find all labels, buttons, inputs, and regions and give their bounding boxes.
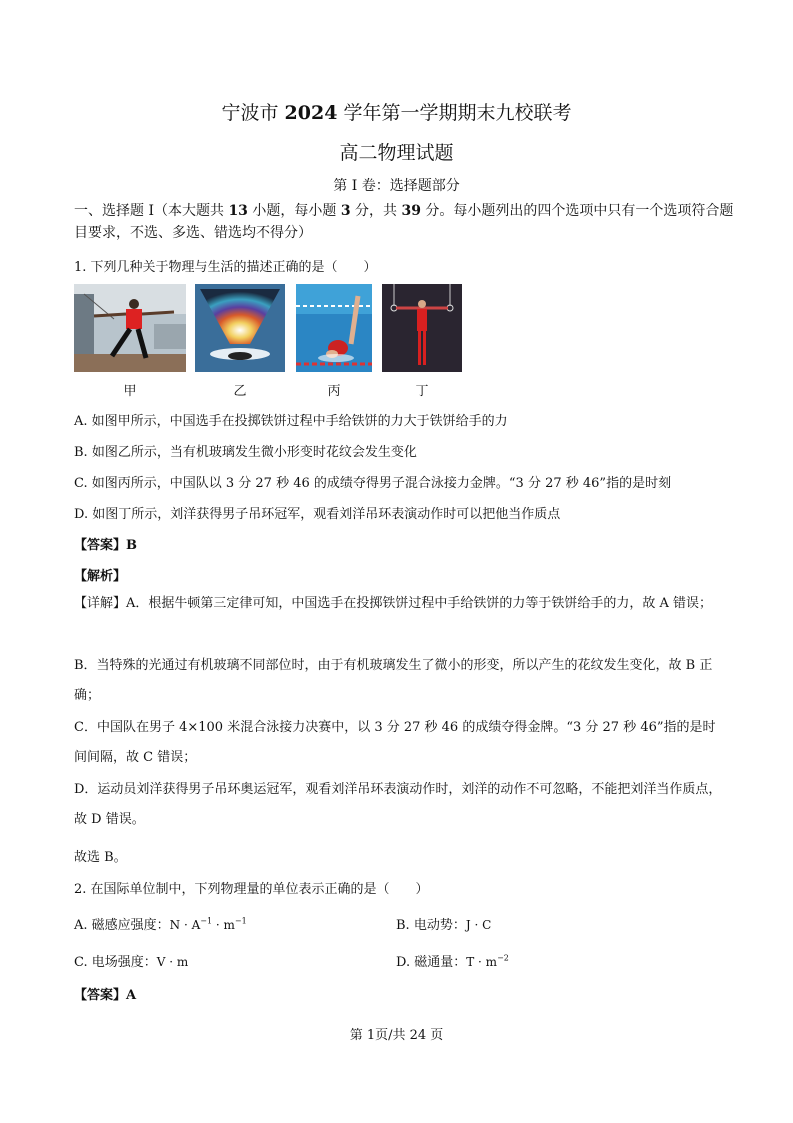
q1-detail-a: 【详解】A．根据牛顿第三定律可知，中国选手在投掷铁饼过程中手给铁饼的力等于铁饼给手的力，故 A 错误； bbox=[74, 596, 713, 611]
q1-answer: 【答案】B bbox=[74, 538, 137, 553]
part-title: 第 I 卷：选择题部分 bbox=[333, 178, 460, 194]
q1-option-d: D. 如图丁所示，刘洋获得男子吊环冠军，观看刘洋吊环表演动作时可以把他当作质点 bbox=[74, 507, 561, 522]
caption-yi: 乙 bbox=[233, 384, 247, 399]
caption-ding: 丁 bbox=[415, 384, 429, 399]
q1-detail-c: C．中国队在男子 4×100 米混合泳接力决赛中，以 3 分 27 秒 46 的成绩夺得金牌。“3 分 27 秒 46”指的是时间间隔，故 C 错误； bbox=[74, 720, 716, 765]
q1-option-b: B. 如图乙所示，当有机玻璃发生微小形变时花纹会发生变化 bbox=[74, 445, 417, 460]
page-title: 宁波市 2024 学年第一学期期末九校联考 bbox=[221, 102, 572, 124]
q1-analysis-label: 【解析】 bbox=[74, 569, 127, 584]
caption-jia: 甲 bbox=[123, 384, 137, 399]
q2-option-d: D. 磁通量：$T \cdot m^{-2}$ bbox=[396, 953, 509, 970]
section-instructions: 一、选择题 I（本大题共 13 小题，每小题 3 分，共 39 分。每小题列出的四个选项中只有一个选项符合题目要求，不选、多选、错选均不得分） bbox=[74, 203, 734, 241]
photo-photoelastic-pattern bbox=[195, 284, 285, 372]
title-year: 2024 bbox=[284, 102, 338, 124]
page-number: 第 1页/共 24 页 bbox=[349, 1028, 444, 1043]
q1-detail-b: B．当特殊的光通过有机玻璃不同部位时，由于有机玻璃发生了微小的形变，所以产生的花纹发生变化，故 B 正确； bbox=[74, 658, 713, 703]
photo-rings-gymnast bbox=[382, 284, 462, 372]
caption-bing: 丙 bbox=[327, 384, 341, 399]
q2-option-a: A. 磁感应强度：$N \cdot A^{-1} \cdot m^{-1}$ bbox=[74, 916, 247, 933]
q2-option-b: B. 电动势：J · C bbox=[396, 918, 492, 933]
q1-option-a: A. 如图甲所示，中国选手在投掷铁饼过程中手给铁饼的力大于铁饼给手的力 bbox=[74, 414, 508, 429]
question-2-stem: 2. 在国际单位制中，下列物理量的单位表示正确的是（ ） bbox=[74, 882, 429, 897]
q2-answer: 【答案】A bbox=[74, 988, 137, 1003]
q1-option-c: C. 如图丙所示，中国队以 3 分 27 秒 46 的成绩夺得男子混合泳接力金牌。“3 分 27 秒 46”指的是时刻 bbox=[74, 476, 672, 491]
question-1-stem: 1. 下列几种关于物理与生活的描述正确的是（ ） bbox=[74, 260, 377, 275]
photo-discus-thrower bbox=[74, 284, 186, 372]
q2-option-c: C. 电场强度：V · m bbox=[74, 955, 189, 970]
q1-detail-d: D．运动员刘洋获得男子吊环奥运冠军，观看刘洋吊环表演动作时，刘洋的动作不可忽略，不能把刘洋当作质点，故 D 错误。 bbox=[74, 782, 722, 827]
photo-swimmer bbox=[296, 284, 372, 372]
q1-conclusion: 故选 B。 bbox=[74, 850, 127, 865]
exam-subtitle: 高二物理试题 bbox=[339, 142, 454, 164]
